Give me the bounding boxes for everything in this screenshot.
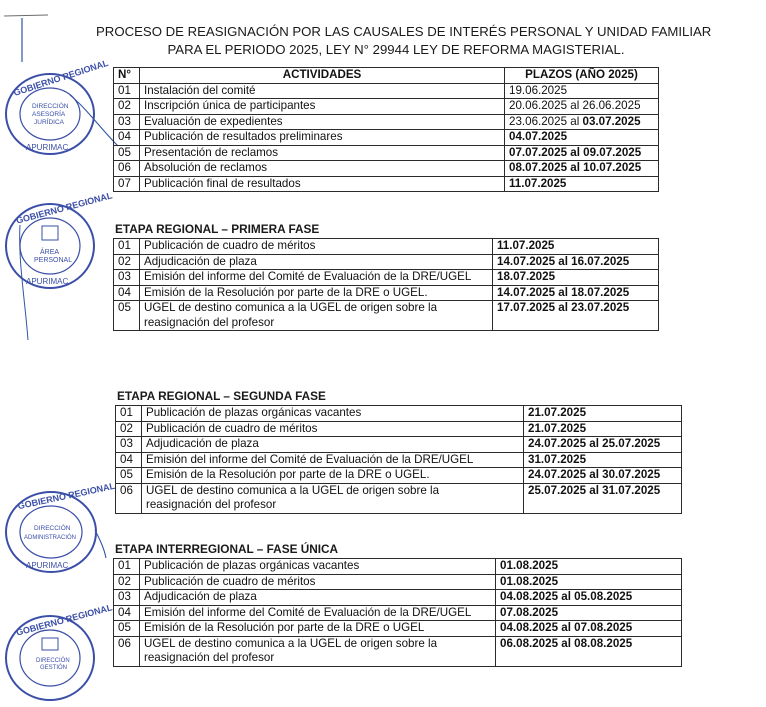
- activity-cell: Presentación de reclamos: [140, 145, 505, 161]
- svg-text:ÁREA: ÁREA: [40, 249, 60, 256]
- period-cell: 14.07.2025 al 18.07.2025: [493, 285, 659, 301]
- table-header-row: [114, 68, 659, 84]
- row-number: 05: [114, 145, 140, 161]
- table-row: [116, 483, 682, 513]
- activity-cell: Adjudicación de plaza: [142, 437, 524, 453]
- activity-cell: Emisión del informe del Comité de Evaluación de la DRE/UGEL: [140, 270, 493, 286]
- table-row: [114, 590, 682, 606]
- period-cell: 24.07.2025 al 25.07.2025: [524, 437, 682, 453]
- row-number: 04: [114, 285, 140, 301]
- column-header: ACTIVIDADES: [140, 68, 505, 84]
- activity-cell: Adjudicación de plaza: [140, 254, 493, 270]
- period-cell: 04.07.2025: [505, 130, 659, 146]
- svg-text:DIRECCIÓN: DIRECCIÓN: [36, 658, 70, 664]
- row-number: 05: [116, 468, 142, 484]
- period-start: 23.06.2025 al: [509, 114, 583, 128]
- row-number: 07: [114, 176, 140, 192]
- official-stamp-icon: [2, 57, 110, 158]
- document-title: [96, 23, 712, 59]
- row-number: 02: [114, 574, 140, 590]
- activity-cell: Adjudicación de plaza: [140, 590, 496, 606]
- svg-text:DIRECCIÓN: DIRECCIÓN: [34, 525, 71, 532]
- svg-text:PERSONAL: PERSONAL: [34, 257, 73, 264]
- period-cell: 24.07.2025 al 30.07.2025: [524, 468, 682, 484]
- period-cell: 01.08.2025: [496, 559, 682, 575]
- period-cell: 18.07.2025: [493, 270, 659, 286]
- row-number: 02: [116, 421, 142, 437]
- activity-cell: UGEL de destino comunica a la UGEL de origen sobre la reasignación del profesor: [140, 636, 496, 666]
- table-row: [114, 83, 659, 99]
- period-cell: 11.07.2025: [505, 176, 659, 192]
- period-cell: 25.07.2025 al 31.07.2025: [524, 483, 682, 513]
- etapa-3-table: [113, 558, 682, 667]
- activity-cell: Emisión de la Resolución por parte de la DRE o UGEL: [140, 621, 496, 637]
- activity-cell: UGEL de destino comunica a la UGEL de origen sobre la reasignación del profesor: [142, 483, 524, 513]
- table-row: [114, 605, 682, 621]
- table-row: [114, 176, 659, 192]
- period-cell: 31.07.2025: [524, 452, 682, 468]
- row-number: 06: [114, 636, 140, 666]
- section-heading-etapa-1: ETAPA REGIONAL – PRIMERA FASE: [115, 222, 320, 236]
- svg-text:GOBIERNO REGIONAL: GOBIERNO REGIONAL: [12, 57, 110, 98]
- etapa-2-table: [115, 405, 682, 514]
- period-cell: 07.08.2025: [496, 605, 682, 621]
- activity-cell: Emisión de la Resolución por parte de la DRE o UGEL.: [140, 285, 493, 301]
- table-row: [114, 574, 682, 590]
- table-row: [114, 270, 659, 286]
- row-number: 05: [114, 301, 140, 331]
- row-number: 03: [116, 437, 142, 453]
- period-cell: 11.07.2025: [493, 239, 659, 255]
- period-cell: [505, 114, 659, 130]
- official-stamp-icon: [2, 190, 114, 292]
- row-number: 01: [114, 83, 140, 99]
- activity-cell: Instalación del comité: [140, 83, 505, 99]
- period-end: 03.07.2025: [582, 114, 641, 128]
- period-cell: 17.07.2025 al 23.07.2025: [493, 301, 659, 331]
- row-number: 04: [114, 605, 140, 621]
- section-heading-etapa-2: ETAPA REGIONAL – SEGUNDA FASE: [117, 389, 326, 403]
- title-line-2: PARA EL PERIODO 2025, LEY N° 29944 LEY DE REFORMA MAGISTERIAL.: [167, 42, 625, 57]
- activity-cell: Publicación de cuadro de méritos: [140, 239, 493, 255]
- row-number: 06: [116, 483, 142, 513]
- svg-text:APURIMAC: APURIMAC: [26, 143, 69, 152]
- row-number: 06: [114, 161, 140, 177]
- table-row: [114, 239, 659, 255]
- table-row: [114, 99, 659, 115]
- table-row: [114, 130, 659, 146]
- period-cell: 01.08.2025: [496, 574, 682, 590]
- activity-cell: Absolución de reclamos: [140, 161, 505, 177]
- period-cell: 04.08.2025 al 07.08.2025: [496, 621, 682, 637]
- row-number: 03: [114, 114, 140, 130]
- svg-text:APURIMAC: APURIMAC: [26, 561, 69, 570]
- activity-cell: Emisión del informe del Comité de Evaluación de la DRE/UGEL: [142, 452, 524, 468]
- table-row: [114, 145, 659, 161]
- table-row: [114, 254, 659, 270]
- svg-text:ADMINISTRACIÓN: ADMINISTRACIÓN: [24, 535, 77, 541]
- table-row: [116, 437, 682, 453]
- period-cell: 19.06.2025: [505, 83, 659, 99]
- period-cell: 14.07.2025 al 16.07.2025: [493, 254, 659, 270]
- official-stamp-icon: [2, 602, 114, 682]
- table-row: [114, 301, 659, 331]
- table-row: [114, 636, 682, 666]
- period-cell: 06.08.2025 al 08.08.2025: [496, 636, 682, 666]
- row-number: 02: [114, 254, 140, 270]
- etapa-1-table: [113, 238, 659, 331]
- row-number: 02: [114, 99, 140, 115]
- svg-text:GESTIÓN: GESTIÓN: [40, 665, 68, 671]
- row-number: 01: [116, 406, 142, 422]
- svg-text:ASESORÍA: ASESORÍA: [32, 111, 66, 118]
- table-row: [114, 621, 682, 637]
- activity-cell: Emisión del informe del Comité de Evaluación de la DRE/UGEL: [140, 605, 496, 621]
- svg-text:GOBIERNO REGIONAL: GOBIERNO REGIONAL: [15, 602, 114, 638]
- activity-cell: Publicación de plazas orgánicas vacantes: [140, 559, 496, 575]
- svg-text:GOBIERNO REGIONAL: GOBIERNO REGIONAL: [16, 480, 116, 512]
- period-cell: 20.06.2025 al 26.06.2025: [505, 99, 659, 115]
- table-row: [116, 468, 682, 484]
- table-row: [116, 421, 682, 437]
- table-row: [116, 406, 682, 422]
- svg-text:GOBIERNO REGIONAL: GOBIERNO REGIONAL: [15, 190, 114, 226]
- row-number: 04: [116, 452, 142, 468]
- activity-cell: Evaluación de expedientes: [140, 114, 505, 130]
- svg-text:JURÍDICA: JURÍDICA: [34, 119, 64, 126]
- column-header: N°: [114, 68, 140, 84]
- activity-cell: Inscripción única de participantes: [140, 99, 505, 115]
- table-row: [114, 559, 682, 575]
- activity-cell: Publicación de cuadro de méritos: [142, 421, 524, 437]
- official-stamp-icon: [2, 480, 116, 576]
- activity-cell: Publicación final de resultados: [140, 176, 505, 192]
- row-number: 03: [114, 590, 140, 606]
- period-cell: 07.07.2025 al 09.07.2025: [505, 145, 659, 161]
- period-cell: 08.07.2025 al 10.07.2025: [505, 161, 659, 177]
- schedule-table: [113, 67, 659, 192]
- period-cell: 04.08.2025 al 05.08.2025: [496, 590, 682, 606]
- table-row: [114, 285, 659, 301]
- table-row: [114, 114, 659, 130]
- title-line-1: PROCESO DE REASIGNACIÓN POR LAS CAUSALES DE INTERÉS PERSONAL Y UNIDAD FAMILIAR: [96, 24, 712, 39]
- activity-cell: Publicación de plazas orgánicas vacantes: [142, 406, 524, 422]
- row-number: 01: [114, 559, 140, 575]
- activity-cell: Publicación de cuadro de méritos: [140, 574, 496, 590]
- period-cell: 21.07.2025: [524, 406, 682, 422]
- table-row: [114, 161, 659, 177]
- row-number: 05: [114, 621, 140, 637]
- activity-cell: Emisión de la Resolución por parte de la DRE o UGEL.: [142, 468, 524, 484]
- row-number: 03: [114, 270, 140, 286]
- row-number: 01: [114, 239, 140, 255]
- activity-cell: Publicación de resultados preliminares: [140, 130, 505, 146]
- row-number: 04: [114, 130, 140, 146]
- section-heading-etapa-3: ETAPA INTERREGIONAL – FASE ÚNICA: [115, 542, 339, 556]
- table-row: [116, 452, 682, 468]
- svg-text:APURIMAC: APURIMAC: [26, 277, 69, 286]
- column-header: PLAZOS (AÑO 2025): [505, 68, 659, 84]
- svg-text:DIRECCIÓN: DIRECCIÓN: [32, 103, 69, 110]
- period-cell: 21.07.2025: [524, 421, 682, 437]
- activity-cell: UGEL de destino comunica a la UGEL de origen sobre la reasignación del profesor: [140, 301, 493, 331]
